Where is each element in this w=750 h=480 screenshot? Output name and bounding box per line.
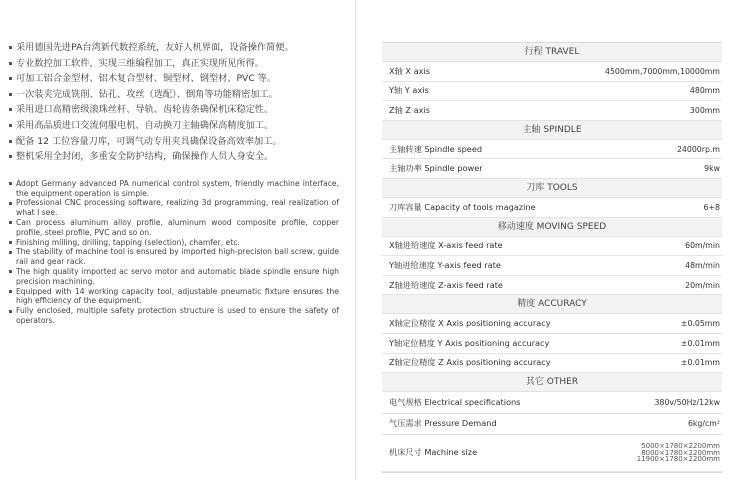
spec-table (382, 42, 722, 473)
feature-cn-item: 专业数控加工软件，实现三维编程加工，真正实现所见所得。 (9, 56, 339, 72)
spec-label: Z轴定位精度 Z Axis positioning accuracy (389, 357, 551, 368)
feature-cn-item: 整机采用全封闭，多重安全防护结构，确保操作人员人身安全。 (9, 149, 339, 165)
spec-value: 9kw (704, 164, 720, 174)
spec-value: 480mm (689, 86, 720, 96)
spec-row (382, 101, 722, 121)
feature-en-item: The stability of machine tool is ensured by imported high-precision ball screw, guide rail and gear rack. (9, 247, 339, 267)
feature-cn-item: 采用高品质进口交流伺服电机、自动换刀主轴确保高精度加工。 (9, 118, 339, 134)
section-header-moving-speed: 移动速度 MOVING SPEED (382, 218, 722, 237)
spec-row (382, 237, 722, 257)
features-cn-list (9, 40, 339, 165)
section-header-travel: 行程 TRAVEL (382, 43, 722, 62)
spec-label: 气压需求 Pressure Demand (389, 418, 497, 429)
spec-label: Z轴进给速度 Z-axis feed rate (389, 279, 503, 290)
spec-row (382, 140, 722, 160)
spec-label: Z轴 Z axis (389, 104, 431, 115)
feature-en-item: Finishing milling, drilling, tapping (selection), chamfer, etc. (9, 238, 339, 248)
spec-label: 刀库容量 Capacity of tools magazine (389, 201, 536, 212)
features-en-list (9, 179, 339, 326)
spec-label: 主轴功率 Spindle power (389, 163, 483, 174)
spec-label: Y轴 Y axis (389, 85, 429, 96)
spec-row (382, 62, 722, 82)
feature-en-item: Professional CNC processing software, realizing 3d programming, real realization of what I see. (9, 198, 339, 218)
feature-cn-item: 配备 12 工位容量刀库，可调气动专用夹具确保设备高效率加工。 (9, 134, 339, 150)
spec-value: ±0.05mm (680, 319, 720, 329)
spec-label: 机床尺寸 Machine size (389, 447, 478, 458)
spec-row (382, 159, 722, 179)
spec-value: 20m/min (685, 280, 720, 290)
spec-row (382, 354, 722, 374)
spec-value: 60m/min (685, 241, 720, 251)
spec-value: 6+8 (703, 202, 720, 212)
spec-value: 6kg/cm² (687, 419, 720, 429)
section-header-accuracy: 精度 ACCURACY (382, 295, 722, 314)
spec-value: 4500mm,7000mm,10000mm (604, 66, 720, 76)
spec-label: X轴 X axis (389, 65, 431, 76)
section-header-spindle: 主轴 SPINDLE (382, 121, 722, 140)
spec-row (382, 198, 722, 218)
spec-label: X轴进给速度 X-axis feed rate (389, 240, 503, 251)
feature-en-item: Can process aluminum alloy profile, aluminum wood composite profile, copper profile, steel profile, PVC and so on. (9, 218, 339, 238)
spec-row (382, 256, 722, 276)
features-panel (9, 40, 339, 326)
machine-size-value: 8000×1780×2200mm (641, 448, 720, 457)
feature-cn-item: 采用进口高精密级滚珠丝杆、导轨、齿轮齿条确保机床稳定性。 (9, 102, 339, 118)
feature-en-item: Equipped with 14 working capacity tool, adjustable pneumatic fixture ensures the high efficiency of the equipment. (9, 287, 339, 307)
spec-value: 380v/50Hz/12kw (654, 397, 720, 407)
spec-value: 300mm (689, 105, 720, 115)
spec-label: 主轴转速 Spindle speed (389, 143, 483, 154)
spec-label: 电气规格 Electrical specifications (389, 396, 521, 407)
feature-en-item: Fully enclosed, multiple safety protection structure is used to ensure the safety of operators. (9, 306, 339, 326)
spec-row (382, 414, 722, 435)
machine-size-value: 11900×1780×2200mm (636, 455, 720, 464)
spec-row (382, 334, 722, 354)
spec-label: X轴定位精度 X Axis positioning accuracy (389, 318, 551, 329)
spec-value: 24000rp.m (676, 144, 720, 154)
feature-en-item: The high quality imported ac servo motor and automatic blade spindle ensure high precision machining. (9, 267, 339, 287)
spec-row (382, 276, 722, 296)
feature-cn-item: 采用德国先进PA台湾新代数控系统，友好人机界面，设备操作简便。 (9, 40, 339, 56)
spec-label: Y轴进给速度 Y-axis feed rate (389, 259, 501, 270)
section-header-tools: 刀库 TOOLS (382, 179, 722, 198)
feature-en-item: Adopt Germany advanced PA numerical control system, friendly machine interface, the equipment operation is simple. (9, 179, 339, 199)
spec-row (382, 392, 722, 413)
spec-row-machine-size (382, 435, 722, 472)
spec-value: 48m/min (685, 260, 720, 270)
machine-size-value: 5000×1780×2200mm (641, 442, 720, 451)
spec-value: ±0.01mm (680, 338, 720, 348)
feature-cn-item: 可加工铝合金型材、铝木复合型材、铜型材、钢型材、PVC 等。 (9, 71, 339, 87)
column-divider (355, 0, 356, 480)
section-header-other: 其它 OTHER (382, 373, 722, 392)
spec-label: Y轴定位精度 Y Axis positioning accuracy (389, 337, 550, 348)
spec-row (382, 82, 722, 102)
feature-cn-item: 一次装夹完成铣削、钻孔、攻丝（选配）、倒角等功能精密加工。 (9, 87, 339, 103)
spec-row (382, 314, 722, 334)
machine-size-values (637, 443, 720, 463)
spec-value: ±0.01mm (680, 358, 720, 368)
